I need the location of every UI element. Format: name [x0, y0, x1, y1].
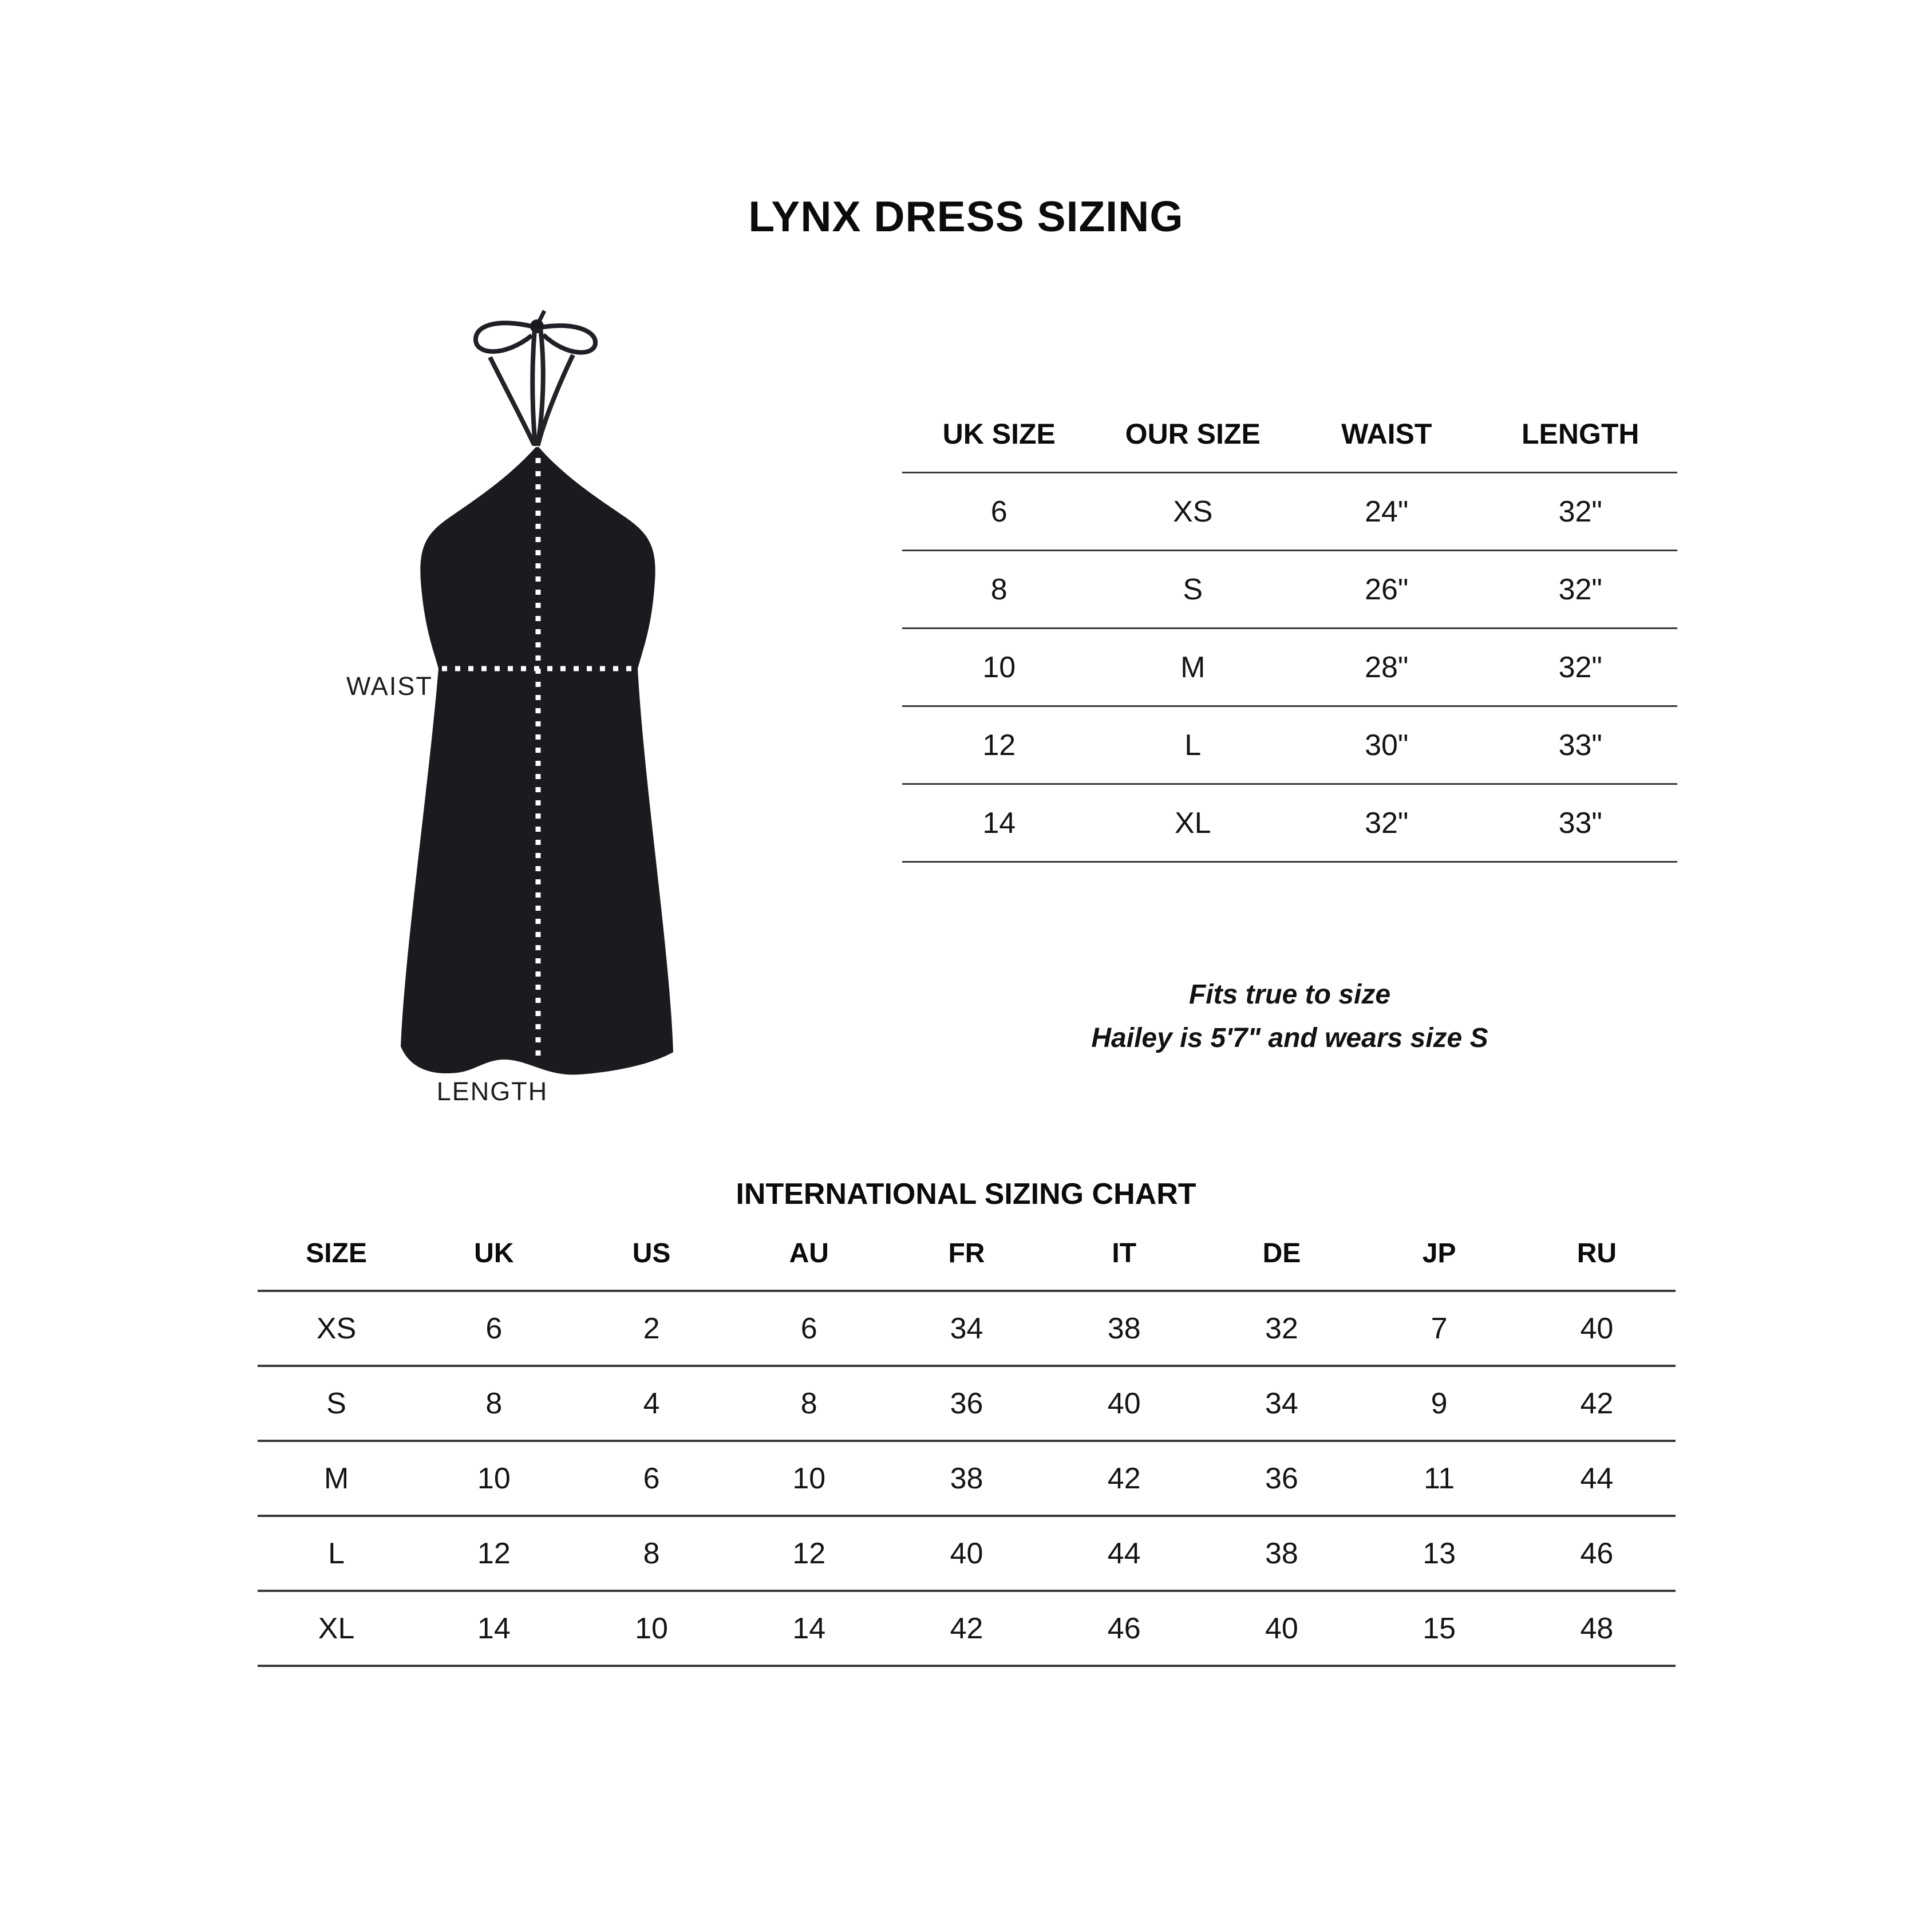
column-header: OUR SIZE	[1125, 418, 1261, 450]
table-cell: 7	[1431, 1311, 1448, 1345]
table-row	[258, 1442, 1676, 1517]
column-header: WAIST	[1341, 418, 1432, 450]
fit-note-line2: Hailey is 5'7" and wears size S	[1091, 1023, 1488, 1053]
table-row	[258, 1517, 1676, 1592]
column-header: US	[632, 1238, 671, 1269]
size-table-header	[902, 396, 1677, 473]
table-cell: 13	[1423, 1536, 1456, 1570]
waist-label: WAIST	[346, 671, 433, 701]
column-header: FR	[948, 1238, 985, 1269]
table-cell: 40	[1580, 1311, 1614, 1345]
table-cell: 9	[1431, 1386, 1448, 1420]
column-header: JP	[1422, 1238, 1456, 1269]
table-cell: L	[328, 1536, 345, 1570]
table-row	[258, 1292, 1676, 1367]
international-table-body	[258, 1292, 1676, 1667]
table-cell: 42	[1107, 1461, 1141, 1495]
table-cell: 28"	[1365, 650, 1409, 684]
table-cell: 10	[792, 1461, 826, 1495]
table-cell: 26"	[1365, 572, 1409, 606]
table-cell: 12	[477, 1536, 511, 1570]
table-row	[902, 707, 1677, 785]
column-header: DE	[1262, 1238, 1301, 1269]
column-header: LENGTH	[1521, 418, 1639, 450]
international-table-header	[258, 1217, 1676, 1292]
column-header: UK SIZE	[942, 418, 1056, 450]
strap-outer-left	[490, 357, 534, 445]
table-cell: 38	[950, 1461, 983, 1495]
page-title: LYNX DRESS SIZING	[748, 192, 1184, 240]
table-cell: 10	[635, 1611, 668, 1645]
fit-note-line1: Fits true to size	[1188, 979, 1391, 1010]
table-cell: 38	[1107, 1311, 1141, 1345]
table-cell: 4	[643, 1386, 660, 1420]
table-cell: 12	[982, 728, 1016, 762]
table-cell: 32"	[1558, 572, 1602, 606]
table-cell: 2	[643, 1311, 660, 1345]
table-cell: 10	[982, 650, 1016, 684]
table-cell: 15	[1423, 1611, 1456, 1645]
table-cell: 40	[1107, 1386, 1141, 1420]
table-row	[258, 1367, 1676, 1442]
table-cell: 32"	[1558, 650, 1602, 684]
table-cell: 8	[990, 572, 1008, 606]
table-cell: 24"	[1365, 495, 1409, 528]
table-cell: 30"	[1365, 728, 1409, 762]
table-cell: 14	[477, 1611, 511, 1645]
table-cell: 36	[950, 1386, 983, 1420]
column-header: AU	[789, 1238, 829, 1269]
table-row	[258, 1592, 1676, 1667]
bow-left-loop	[476, 323, 534, 351]
table-cell: 32"	[1558, 495, 1602, 528]
table-cell: 32"	[1365, 806, 1409, 840]
dress-illustration	[343, 298, 744, 1111]
table-row	[902, 629, 1677, 707]
table-cell: 46	[1107, 1611, 1141, 1645]
international-table	[258, 1217, 1676, 1667]
table-cell: M	[323, 1461, 349, 1495]
column-header: RU	[1577, 1238, 1617, 1269]
table-cell: 12	[792, 1536, 826, 1570]
table-cell: 34	[950, 1311, 983, 1345]
table-cell: 48	[1580, 1611, 1614, 1645]
bow-right-loop	[540, 326, 595, 353]
table-cell: 14	[982, 806, 1016, 840]
table-cell: 32	[1265, 1311, 1298, 1345]
table-cell: 40	[1265, 1611, 1298, 1645]
table-cell: 44	[1580, 1461, 1614, 1495]
table-cell: S	[1183, 572, 1203, 606]
table-cell: L	[1184, 728, 1202, 762]
table-row	[902, 785, 1677, 863]
length-label: LENGTH	[436, 1077, 548, 1106]
table-row	[902, 551, 1677, 629]
table-cell: 11	[1424, 1461, 1455, 1495]
strap-inner-left	[532, 329, 535, 446]
table-cell: 8	[800, 1386, 817, 1420]
table-cell: 38	[1265, 1536, 1298, 1570]
table-cell: 6	[485, 1311, 503, 1345]
table-cell: 46	[1580, 1536, 1614, 1570]
column-header: SIZE	[306, 1238, 367, 1269]
table-cell: 33"	[1558, 806, 1602, 840]
column-header: IT	[1112, 1238, 1137, 1269]
international-title: INTERNATIONAL SIZING CHART	[736, 1178, 1196, 1211]
table-cell: 8	[643, 1536, 660, 1570]
table-cell: S	[326, 1386, 346, 1420]
table-cell: 6	[643, 1461, 660, 1495]
table-cell: 8	[485, 1386, 503, 1420]
fit-note	[902, 973, 1677, 1060]
table-row	[902, 473, 1677, 551]
table-cell: 6	[990, 495, 1008, 528]
table-cell: 34	[1265, 1386, 1298, 1420]
column-header: UK	[474, 1238, 514, 1269]
table-cell: M	[1180, 650, 1206, 684]
size-table	[902, 396, 1677, 863]
table-cell: 42	[1580, 1386, 1614, 1420]
table-cell: 14	[792, 1611, 826, 1645]
table-cell: XS	[1173, 495, 1213, 528]
table-cell: 10	[477, 1461, 511, 1495]
table-cell: XL	[318, 1611, 355, 1645]
table-cell: XL	[1174, 806, 1211, 840]
table-cell: 44	[1107, 1536, 1141, 1570]
table-cell: 6	[800, 1311, 817, 1345]
size-table-body	[902, 473, 1677, 863]
table-cell: XS	[316, 1311, 357, 1345]
table-cell: 36	[1265, 1461, 1298, 1495]
table-cell: 40	[950, 1536, 983, 1570]
table-cell: 42	[950, 1611, 983, 1645]
table-cell: 33"	[1558, 728, 1602, 762]
